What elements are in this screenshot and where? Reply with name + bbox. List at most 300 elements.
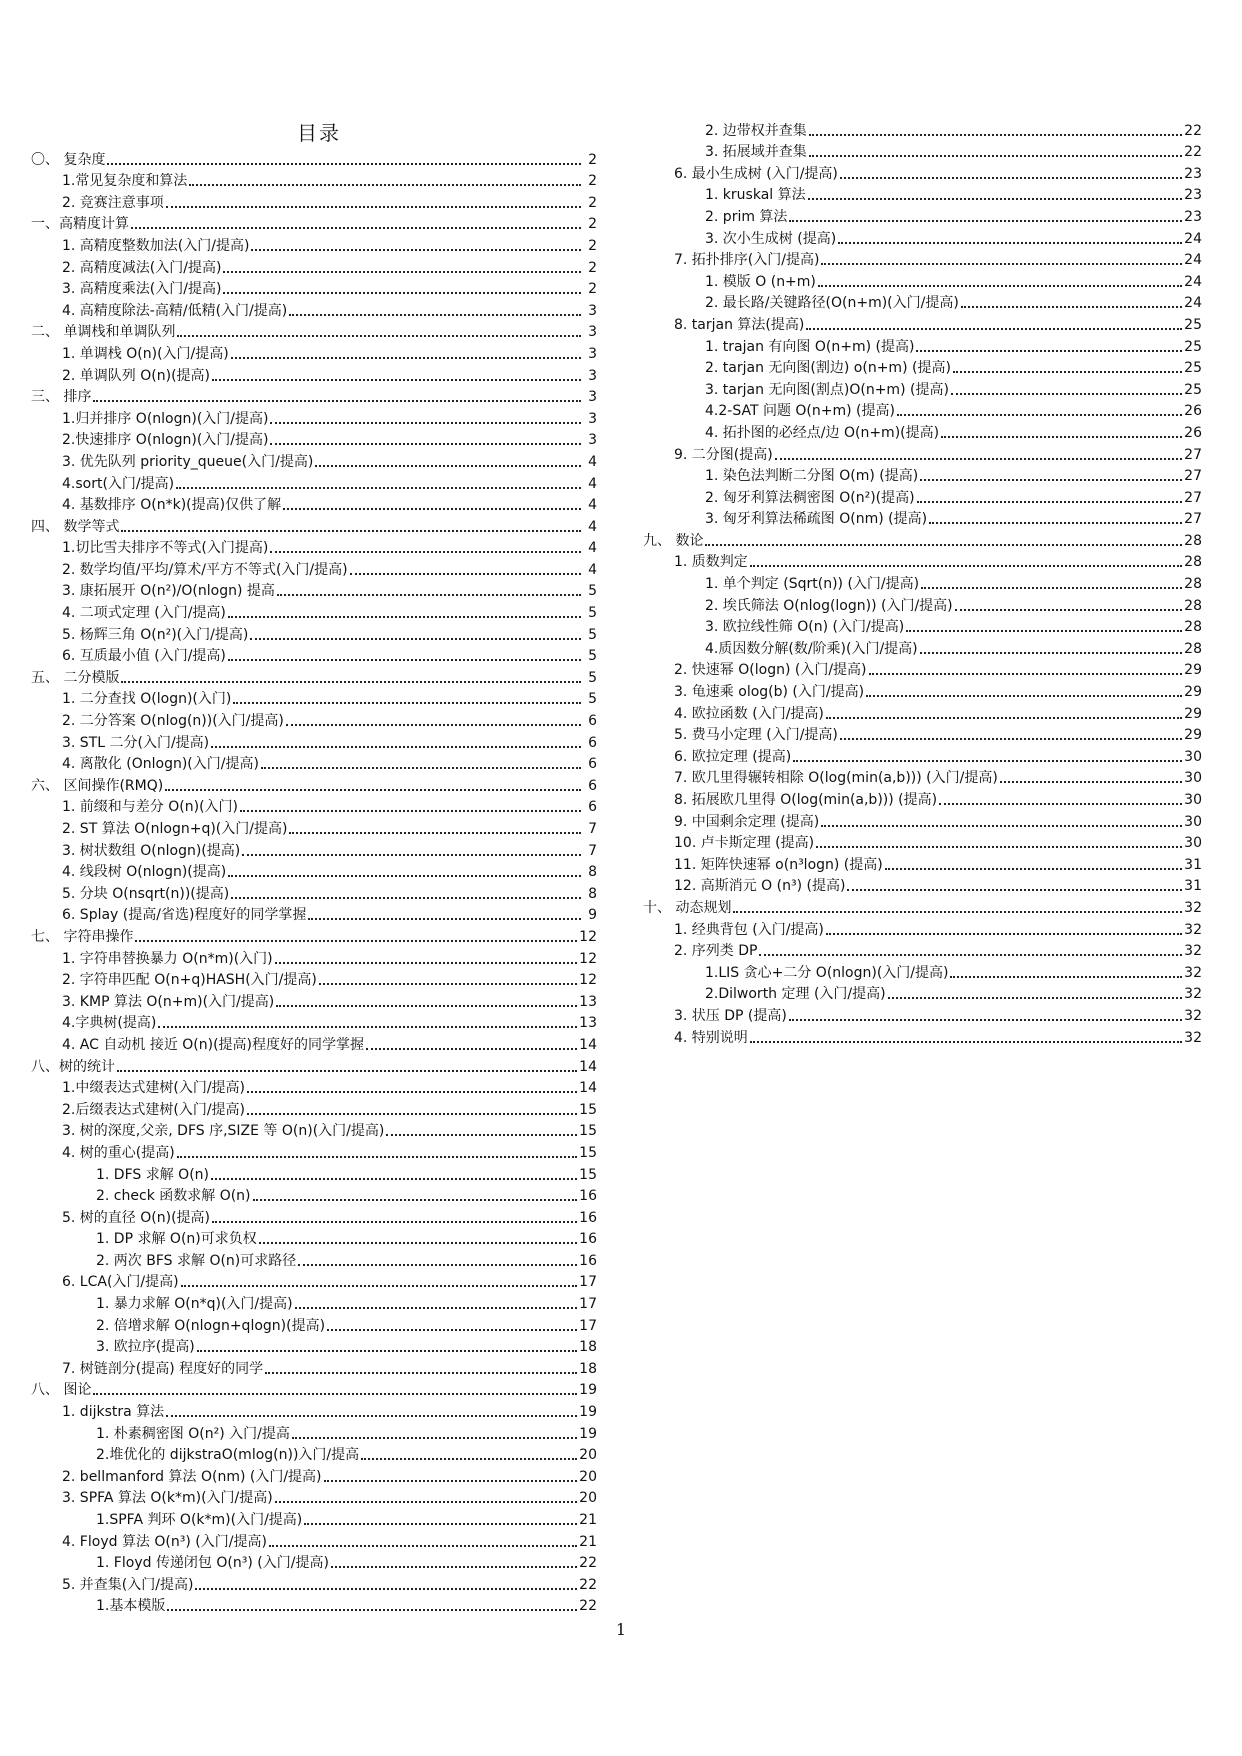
toc-entry-label: 1.切比雪夫排序不等式(入门提高) bbox=[62, 540, 269, 557]
toc-entry-page: 28 bbox=[1184, 619, 1202, 636]
toc-entry[interactable] bbox=[31, 297, 597, 319]
toc-entry[interactable] bbox=[31, 1334, 597, 1356]
toc-entry[interactable] bbox=[31, 1355, 597, 1377]
toc-entry-label: 2. 快速幂 O(logn) (入门/提高) bbox=[674, 662, 867, 679]
toc-entry-page: 5 bbox=[588, 605, 597, 622]
toc-entry-label: 2.快速排序 O(nlogn)(入门/提高) bbox=[62, 432, 269, 449]
toc-entry[interactable] bbox=[643, 268, 1202, 290]
dot-leader bbox=[131, 227, 581, 229]
dot-leader bbox=[177, 1156, 577, 1158]
dot-leader bbox=[176, 487, 581, 489]
toc-entry-page: 26 bbox=[1184, 403, 1202, 420]
toc-entry-page: 12 bbox=[579, 972, 597, 989]
toc-entry-page: 3 bbox=[588, 410, 597, 427]
toc-entry[interactable] bbox=[643, 463, 1202, 485]
toc-entry[interactable] bbox=[643, 527, 1202, 549]
toc-entry[interactable] bbox=[31, 1463, 597, 1485]
dot-leader bbox=[350, 573, 581, 575]
toc-entry[interactable] bbox=[643, 570, 1202, 592]
toc-entry[interactable] bbox=[643, 851, 1202, 873]
toc-entry-label: 2. ST 算法 O(nlogn+q)(入门/提高) bbox=[62, 821, 288, 837]
dot-leader bbox=[920, 652, 1183, 654]
toc-entry[interactable] bbox=[31, 859, 597, 881]
toc-entry-page: 8 bbox=[588, 885, 597, 902]
toc-entry[interactable] bbox=[31, 1075, 597, 1097]
toc-entry[interactable] bbox=[31, 470, 597, 492]
toc-entry-page: 24 bbox=[1184, 252, 1202, 269]
toc-entry[interactable] bbox=[31, 664, 597, 686]
dot-leader bbox=[888, 997, 1183, 999]
toc-entry-label: 2. 埃氏筛法 O(nlog(logn)) (入门/提高) bbox=[705, 597, 953, 614]
dot-leader bbox=[93, 1393, 577, 1395]
toc-entry-label: 1. dijkstra 算法 bbox=[62, 1404, 165, 1421]
toc-entry-page: 15 bbox=[579, 1144, 597, 1161]
dot-leader bbox=[304, 1523, 577, 1525]
toc-entry-page: 7 bbox=[588, 842, 597, 859]
toc-entry-label: 5. 费马小定理 (入门/提高) bbox=[674, 727, 838, 744]
toc-entry[interactable] bbox=[31, 988, 597, 1010]
dot-leader bbox=[897, 414, 1182, 416]
toc-entry[interactable] bbox=[31, 1528, 597, 1550]
toc-entry-label: 1. 单调栈 O(n)(入门/提高) bbox=[62, 345, 229, 362]
dot-leader bbox=[211, 746, 581, 748]
dot-leader bbox=[289, 314, 581, 316]
dot-leader bbox=[212, 379, 581, 381]
toc-entry[interactable] bbox=[643, 959, 1202, 981]
toc-entry-label: 八、树的统计 bbox=[31, 1058, 115, 1075]
toc-entry[interactable] bbox=[31, 340, 597, 362]
dot-leader bbox=[961, 306, 1182, 308]
toc-entry[interactable] bbox=[31, 1398, 597, 1420]
toc-entry-label: 3. 树状数组 O(nlogn)(提高) bbox=[62, 842, 241, 859]
toc-entry[interactable] bbox=[31, 729, 597, 751]
toc-entry-label: 4.质因数分解(数/阶乘)(入门/提高) bbox=[705, 640, 918, 657]
dot-leader bbox=[789, 1019, 1182, 1021]
toc-entry-label: 8. tarjan 算法(提高) bbox=[674, 316, 805, 333]
toc-entry[interactable] bbox=[31, 189, 597, 211]
toc-entry[interactable] bbox=[643, 916, 1202, 938]
toc-entry-page: 30 bbox=[1184, 835, 1202, 852]
toc-entry-label: 2.堆优化的 dijkstraO(mlog(n))入门/提高 bbox=[96, 1447, 360, 1464]
toc-entry-page: 23 bbox=[1184, 208, 1202, 225]
toc-entry[interactable] bbox=[31, 1420, 597, 1442]
toc-entry-label: 1.常见复杂度和算法 bbox=[62, 173, 188, 190]
toc-entry[interactable] bbox=[31, 1312, 597, 1334]
dot-leader bbox=[806, 328, 1182, 330]
dot-leader bbox=[251, 249, 581, 251]
dot-leader bbox=[211, 1178, 577, 1180]
toc-entry-page: 28 bbox=[1184, 554, 1202, 571]
toc-entry-page: 4 bbox=[588, 497, 597, 514]
toc-entry-label: 3. 树的深度,父亲, DFS 序,SIZE 等 O(n)(入门/提高) bbox=[62, 1123, 385, 1140]
dot-leader bbox=[315, 465, 581, 467]
dot-leader bbox=[759, 954, 1182, 956]
toc-entry-label: 1.中缀表达式建树(入门/提高) bbox=[62, 1080, 245, 1097]
toc-entry[interactable] bbox=[643, 614, 1202, 636]
toc-entry-page: 29 bbox=[1184, 705, 1202, 722]
toc-entry[interactable] bbox=[31, 513, 597, 535]
toc-entry-label: 1. trajan 有向图 O(n+m) (提高) bbox=[705, 338, 915, 355]
toc-entry[interactable] bbox=[31, 967, 597, 989]
dot-leader bbox=[816, 846, 1182, 848]
toc-entry-label: 六、 区间操作(RMQ) bbox=[31, 777, 164, 794]
dot-leader bbox=[240, 810, 581, 812]
toc-entry-label: 十、 动态规划 bbox=[643, 899, 732, 916]
toc-entry[interactable] bbox=[31, 1053, 597, 1075]
dot-leader bbox=[847, 889, 1182, 891]
toc-entry[interactable] bbox=[643, 894, 1202, 916]
dot-leader bbox=[808, 198, 1183, 200]
dot-leader bbox=[826, 717, 1182, 719]
dot-leader bbox=[950, 976, 1182, 978]
toc-entry-label: 4.字典树(提高) bbox=[62, 1015, 157, 1032]
dot-leader bbox=[775, 458, 1182, 460]
dot-leader bbox=[261, 767, 581, 769]
dot-leader bbox=[289, 832, 581, 834]
toc-entry[interactable] bbox=[643, 398, 1202, 420]
toc-entry-page: 3 bbox=[588, 324, 597, 341]
toc-entry[interactable] bbox=[31, 1010, 597, 1032]
toc-entry[interactable] bbox=[643, 182, 1202, 204]
toc-entry-page: 30 bbox=[1184, 792, 1202, 808]
toc-entry[interactable] bbox=[643, 290, 1202, 312]
toc-entry-label: 4. Floyd 算法 O(n³) (入门/提高) bbox=[62, 1533, 267, 1550]
toc-entry-label: 3. 康拓展开 O(n²)/O(nlogn) 提高 bbox=[62, 583, 275, 600]
dot-leader bbox=[920, 479, 1182, 481]
toc-entry-page: 19 bbox=[579, 1404, 597, 1421]
toc-entry-label: 4. 离散化 (Onlogn)(入门/提高) bbox=[62, 756, 259, 773]
toc-entry-page: 28 bbox=[1184, 576, 1202, 593]
toc-entry[interactable] bbox=[643, 1002, 1202, 1024]
toc-entry-label: 5. 树的直径 O(n)(提高) bbox=[62, 1209, 210, 1226]
dot-leader bbox=[158, 1026, 577, 1028]
toc-entry[interactable] bbox=[31, 1226, 597, 1248]
toc-entry[interactable] bbox=[643, 484, 1202, 506]
toc-entry-label: 8. 拓展欧几里得 O(log(min(a,b))) (提高) bbox=[674, 792, 938, 808]
toc-entry[interactable] bbox=[31, 707, 597, 729]
toc-entry[interactable] bbox=[643, 311, 1202, 333]
toc-entry-label: 2. 数学均值/平均/算术/平方不等式(入门/提高) bbox=[62, 561, 348, 578]
toc-entry-label: 2. 序列类 DP bbox=[674, 943, 758, 960]
toc-entry-page: 29 bbox=[1184, 684, 1202, 701]
toc-entry-page: 12 bbox=[579, 950, 597, 967]
toc-entry-page: 22 bbox=[579, 1555, 597, 1572]
toc-entry-page: 5 bbox=[588, 626, 597, 643]
toc-entry-page: 18 bbox=[579, 1339, 597, 1356]
toc-entry[interactable] bbox=[31, 643, 597, 665]
toc-entry[interactable] bbox=[31, 794, 597, 816]
toc-entry[interactable] bbox=[643, 117, 1202, 139]
toc-entry-label: 3. 匈牙利算法稀疏图 O(nm) (提高) bbox=[705, 511, 928, 528]
toc-entry-page: 27 bbox=[1184, 468, 1202, 485]
dot-leader bbox=[818, 285, 1182, 287]
toc-entry-label: 4. 拓扑图的必经点/边 O(n+m)(提高) bbox=[705, 424, 940, 441]
toc-entry[interactable] bbox=[31, 556, 597, 578]
toc-entry[interactable] bbox=[31, 1139, 597, 1161]
toc-entry[interactable] bbox=[31, 1485, 597, 1507]
dot-leader bbox=[361, 1458, 577, 1460]
toc-entry[interactable] bbox=[31, 1118, 597, 1140]
toc-entry-page: 21 bbox=[579, 1533, 597, 1550]
toc-entry[interactable] bbox=[643, 1024, 1202, 1046]
toc-entry[interactable] bbox=[643, 160, 1202, 182]
toc-entry-label: 3. 欧拉序(提高) bbox=[96, 1339, 195, 1356]
toc-entry-page: 3 bbox=[588, 345, 597, 362]
dot-leader bbox=[107, 163, 581, 165]
toc-entry[interactable] bbox=[31, 945, 597, 967]
toc-entry[interactable] bbox=[31, 1183, 597, 1205]
toc-entry[interactable] bbox=[31, 599, 597, 621]
toc-entry-page: 3 bbox=[588, 367, 597, 384]
toc-entry-page: 15 bbox=[579, 1123, 597, 1140]
toc-entry-label: 1. 染色法判断二分图 O(m) (提高) bbox=[705, 468, 919, 485]
toc-entry-page: 32 bbox=[1184, 1029, 1202, 1046]
page-number: 1 bbox=[615, 1620, 627, 1639]
toc-entry-page: 17 bbox=[579, 1296, 597, 1313]
toc-entry-page: 27 bbox=[1184, 511, 1202, 528]
toc-entry-label: 1. 模版 O (n+m) bbox=[705, 273, 816, 290]
toc-entry-page: 28 bbox=[1184, 597, 1202, 614]
toc-entry-label: 1.LIS 贪心+二分 O(nlogn)(入门/提高) bbox=[705, 964, 949, 981]
toc-entry[interactable] bbox=[31, 1290, 597, 1312]
toc-entry[interactable] bbox=[643, 247, 1202, 269]
toc-entry[interactable] bbox=[31, 686, 597, 708]
dot-leader bbox=[939, 803, 1182, 805]
dot-leader bbox=[121, 530, 581, 532]
toc-entry[interactable] bbox=[31, 254, 597, 276]
toc-entry[interactable] bbox=[31, 1550, 597, 1572]
toc-entry[interactable] bbox=[31, 751, 597, 773]
toc-entry[interactable] bbox=[643, 981, 1202, 1003]
dot-leader bbox=[270, 443, 581, 445]
dot-leader bbox=[166, 206, 581, 208]
toc-entry[interactable] bbox=[31, 448, 597, 470]
toc-entry[interactable] bbox=[643, 786, 1202, 808]
toc-entry-label: 七、 字符串操作 bbox=[31, 928, 134, 945]
toc-entry-page: 20 bbox=[579, 1447, 597, 1464]
dot-leader bbox=[212, 1221, 577, 1223]
toc-entry-page: 4 bbox=[588, 475, 597, 492]
toc-entry-page: 30 bbox=[1184, 770, 1202, 787]
toc-entry-label: 1.SPFA 判环 O(k*m)(入门/提高) bbox=[96, 1512, 303, 1528]
toc-entry[interactable] bbox=[643, 549, 1202, 571]
toc-entry-label: 6. 最小生成树 (入门/提高) bbox=[674, 165, 838, 182]
dot-leader bbox=[319, 983, 577, 985]
dot-leader bbox=[1000, 781, 1182, 783]
toc-entry-page: 5 bbox=[588, 648, 597, 665]
toc-entry[interactable] bbox=[643, 873, 1202, 895]
dot-leader bbox=[793, 760, 1182, 762]
toc-entry[interactable] bbox=[31, 362, 597, 384]
toc-entry-label: 6. 欧拉定理 (提高) bbox=[674, 748, 792, 765]
dot-leader bbox=[295, 1307, 578, 1309]
toc-entry[interactable] bbox=[31, 902, 597, 924]
toc-entry[interactable] bbox=[643, 657, 1202, 679]
dot-leader bbox=[181, 1285, 578, 1287]
toc-entry[interactable] bbox=[31, 427, 597, 449]
toc-entry[interactable] bbox=[31, 578, 597, 600]
toc-entry[interactable] bbox=[643, 743, 1202, 765]
dot-leader bbox=[269, 1545, 577, 1547]
toc-entry[interactable] bbox=[643, 419, 1202, 441]
toc-entry-label: 1. kruskal 算法 bbox=[705, 187, 806, 204]
toc-entry[interactable] bbox=[643, 139, 1202, 161]
toc-entry[interactable] bbox=[643, 376, 1202, 398]
toc-entry-page: 30 bbox=[1184, 748, 1202, 765]
dot-leader bbox=[121, 681, 581, 683]
toc-entry[interactable] bbox=[643, 203, 1202, 225]
toc-entry[interactable] bbox=[643, 333, 1202, 355]
toc-entry[interactable] bbox=[31, 1377, 597, 1399]
toc-entry[interactable] bbox=[643, 678, 1202, 700]
dot-leader bbox=[885, 868, 1182, 870]
toc-entry-label: 1. Floyd 传递闭包 O(n³) (入门/提高) bbox=[96, 1555, 329, 1572]
toc-entry[interactable] bbox=[31, 1204, 597, 1226]
toc-entry-label: 1. 二分查找 O(logn)(入门) bbox=[62, 691, 232, 708]
dot-leader bbox=[242, 854, 581, 856]
toc-entry[interactable] bbox=[31, 319, 597, 341]
toc-entry[interactable] bbox=[31, 232, 597, 254]
dot-leader bbox=[250, 638, 581, 640]
toc-entry-page: 3 bbox=[588, 432, 597, 449]
toc-entry[interactable] bbox=[643, 700, 1202, 722]
toc-entry-page: 6 bbox=[588, 799, 597, 816]
toc-entry-label: 5. 杨辉三角 O(n²)(入门/提高) bbox=[62, 626, 249, 643]
toc-entry-page: 13 bbox=[579, 1015, 597, 1032]
toc-entry[interactable] bbox=[31, 211, 597, 233]
toc-entry-label: 2. prim 算法 bbox=[705, 208, 788, 225]
toc-entry[interactable] bbox=[643, 808, 1202, 830]
dot-leader bbox=[331, 1566, 577, 1568]
toc-entry-page: 22 bbox=[579, 1576, 597, 1593]
toc-entry[interactable] bbox=[31, 146, 597, 168]
toc-entry-page: 16 bbox=[579, 1252, 597, 1269]
toc-entry[interactable] bbox=[31, 1442, 597, 1464]
toc-entry[interactable] bbox=[31, 923, 597, 945]
toc-entry-label: 7. 树链剖分(提高) 程度好的同学 bbox=[62, 1360, 264, 1377]
toc-entry-label: 4. 特别说明 bbox=[674, 1029, 748, 1046]
toc-entry[interactable] bbox=[643, 592, 1202, 614]
toc-entry[interactable] bbox=[31, 405, 597, 427]
dot-leader bbox=[705, 544, 1182, 546]
toc-entry-label: 4.2-SAT 问题 O(n+m) (提高) bbox=[705, 403, 895, 420]
dot-leader bbox=[135, 940, 577, 942]
toc-entry-page: 8 bbox=[588, 864, 597, 881]
toc-entry-page: 27 bbox=[1184, 446, 1202, 463]
toc-entry[interactable] bbox=[643, 441, 1202, 463]
toc-entry[interactable] bbox=[31, 1593, 597, 1615]
dot-leader bbox=[869, 673, 1183, 675]
toc-entry[interactable] bbox=[31, 492, 597, 514]
toc-entry[interactable] bbox=[31, 276, 597, 298]
toc-entry-page: 14 bbox=[579, 1058, 597, 1075]
toc-entry[interactable] bbox=[643, 765, 1202, 787]
toc-entry-label: 11. 矩阵快速幂 o(n³logn) (提高) bbox=[674, 856, 883, 873]
toc-entry[interactable] bbox=[31, 815, 597, 837]
toc-entry[interactable] bbox=[31, 535, 597, 557]
toc-entry[interactable] bbox=[31, 880, 597, 902]
toc-entry-label: 3. 状压 DP (提高) bbox=[674, 1007, 787, 1024]
toc-entry-label: 10. 卢卡斯定理 (提高) bbox=[674, 835, 815, 852]
dot-leader bbox=[247, 1113, 577, 1115]
toc-entry[interactable] bbox=[643, 722, 1202, 744]
toc-entry-label: 2. 最长路/关键路径(O(n+m)(入门/提高) bbox=[705, 295, 959, 312]
dot-leader bbox=[308, 918, 581, 920]
toc-entry-label: 1. 暴力求解 O(n*q)(入门/提高) bbox=[96, 1296, 293, 1313]
toc-entry-label: 3. 欧拉线性筛 O(n) (入门/提高) bbox=[705, 619, 905, 636]
toc-entry[interactable] bbox=[31, 1031, 597, 1053]
toc-entry[interactable] bbox=[643, 830, 1202, 852]
dot-leader bbox=[292, 1437, 577, 1439]
toc-entry[interactable] bbox=[31, 1571, 597, 1593]
toc-entry-page: 24 bbox=[1184, 230, 1202, 247]
toc-entry-page: 32 bbox=[1184, 899, 1202, 916]
toc-entry[interactable] bbox=[31, 1506, 597, 1528]
dot-leader bbox=[809, 134, 1182, 136]
dot-leader bbox=[929, 522, 1182, 524]
toc-entry-page: 16 bbox=[579, 1188, 597, 1205]
toc-entry[interactable] bbox=[31, 621, 597, 643]
toc-entry-page: 15 bbox=[579, 1166, 597, 1183]
toc-entry[interactable] bbox=[643, 506, 1202, 528]
toc-entry-label: 五、 二分模版 bbox=[31, 669, 120, 686]
toc-entry-label: 7. 欧几里得辗转相除 O(log(min(a,b))) (入门/提高) bbox=[674, 770, 998, 787]
toc-entry-page: 20 bbox=[579, 1468, 597, 1485]
toc-entry[interactable] bbox=[643, 225, 1202, 247]
dot-leader bbox=[265, 1372, 577, 1374]
toc-entry-label: 2. 匈牙利算法稠密图 O(n²)(提高) bbox=[705, 489, 915, 506]
toc-entry[interactable] bbox=[643, 938, 1202, 960]
toc-entry-page: 3 bbox=[588, 302, 597, 319]
toc-entry[interactable] bbox=[643, 635, 1202, 657]
toc-entry-page: 32 bbox=[1184, 986, 1202, 1003]
toc-entry-page: 31 bbox=[1184, 878, 1202, 895]
dot-leader bbox=[177, 335, 581, 337]
toc-entry-page: 2 bbox=[588, 281, 597, 298]
toc-entry[interactable] bbox=[31, 168, 597, 190]
toc-entry-label: 2.后缀表达式建树(入门/提高) bbox=[62, 1101, 245, 1118]
toc-entry-label: 4. 高精度除法-高精/低精(入门/提高) bbox=[62, 302, 288, 319]
toc-entry[interactable] bbox=[31, 1161, 597, 1183]
toc-entry-page: 6 bbox=[588, 734, 597, 751]
toc-entry[interactable] bbox=[31, 1247, 597, 1269]
toc-right-column bbox=[643, 117, 1202, 1046]
toc-entry-page: 4 bbox=[588, 453, 597, 470]
toc-entry-page: 32 bbox=[1184, 943, 1202, 960]
dot-leader bbox=[228, 659, 581, 661]
toc-entry-page: 25 bbox=[1184, 338, 1202, 355]
toc-entry-page: 12 bbox=[579, 928, 597, 945]
dot-leader bbox=[275, 1501, 577, 1503]
toc-entry-page: 15 bbox=[579, 1101, 597, 1118]
toc-entry-label: 一、高精度计算 bbox=[31, 216, 129, 233]
toc-entry-page: 16 bbox=[579, 1209, 597, 1226]
toc-entry[interactable] bbox=[31, 1269, 597, 1291]
toc-entry[interactable] bbox=[31, 384, 597, 406]
dot-leader bbox=[327, 1329, 577, 1331]
dot-leader bbox=[917, 501, 1183, 503]
dot-leader bbox=[324, 1480, 578, 1482]
toc-entry[interactable] bbox=[31, 1096, 597, 1118]
toc-entry-label: 3. 龟速乘 olog(b) (入门/提高) bbox=[674, 684, 865, 701]
toc-entry[interactable] bbox=[643, 355, 1202, 377]
toc-entry-label: 5. 分块 O(nsqrt(n))(提高) bbox=[62, 885, 230, 902]
toc-entry[interactable] bbox=[31, 772, 597, 794]
toc-entry[interactable] bbox=[31, 837, 597, 859]
toc-entry-page: 31 bbox=[1184, 856, 1202, 873]
toc-entry-label: 4. 线段树 O(nlogn)(提高) bbox=[62, 864, 227, 881]
toc-entry-label: 4. 二项式定理 (入门/提高) bbox=[62, 605, 226, 622]
